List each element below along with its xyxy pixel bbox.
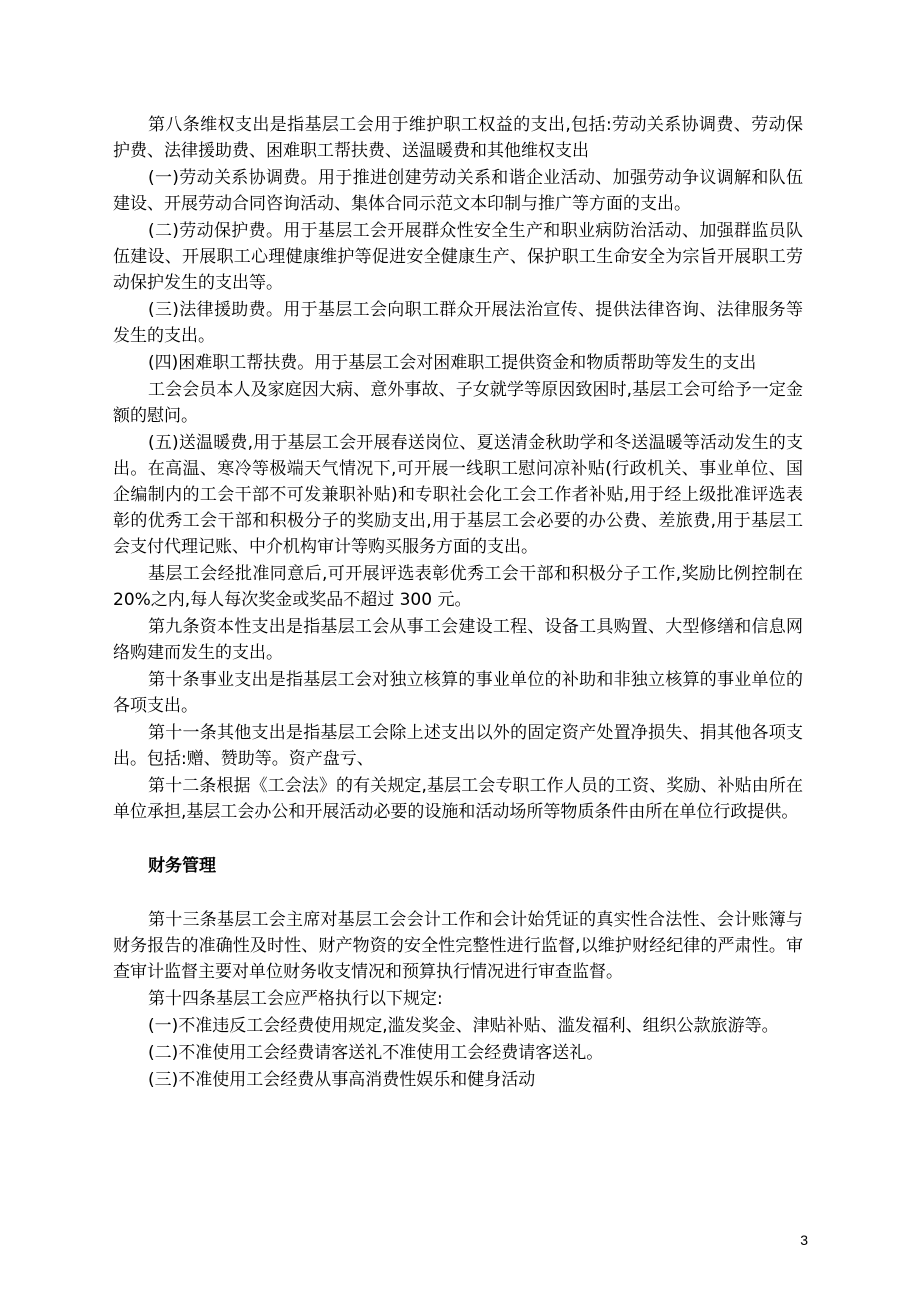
document-page <box>113 112 803 1094</box>
paragraph-article-9: 第九条资本性支出是指基层工会从事工会建设工程、设备工具购置、大型修缮和信息网络购建而发生的支出。 <box>113 617 803 663</box>
paragraph-rule-1: (一)不准违反工会经费使用规定,滥发奖金、津贴补贴、滥发福利、组织公款旅游等。 <box>148 1016 779 1036</box>
paragraph-article-12: 第十二条根据《工会法》的有关规定,基层工会专职工作人员的工资、奖励、补贴由所在单位承担,基层工会办公和开展活动必要的设施和活动场所等物质条件由所在单位行政提供。 <box>113 776 803 822</box>
section-heading: 财务管理 <box>148 856 216 876</box>
paragraph-article-8: 第八条维权支出是指基层工会用于维护职工权益的支出,包括:劳动关系协调费、劳动保护费、法律援助费、困难职工帮扶费、送温暖费和其他维权支出 <box>113 115 803 161</box>
paragraph-rule-3: (三)不准使用工会经费从事高消费性娱乐和健身活动 <box>148 1070 536 1090</box>
paragraph-article-13: 第十三条基层工会主席对基层工会会计工作和会计始凭证的真实性合法性、会计账簿与财务报告的准确性及时性、财产物资的安全性完整性进行监督,以维护财经纪律的严肃性。审查审计监督主要对单位财务收支情况和预算执行情况进行审查监督。 <box>113 910 803 982</box>
paragraph-article-14: 第十四条基层工会应严格执行以下规定: <box>148 989 443 1009</box>
paragraph-award-ratio: 基层工会经批准同意后,可开展评选表彰优秀工会干部和积极分子工作,奖励比例控制在 20%之内,每人每次奖金或奖品不超过 300 元。 <box>113 564 803 610</box>
paragraph-item-2: (二)劳动保护费。用于基层工会开展群众性安全生产和职业病防治活动、加强群监员队伍建设、开展职工心理健康维护等促进安全健康生产、保护职工生命安全为宗旨开展职工劳动保护发生的支出等。 <box>113 221 803 293</box>
paragraph-item-3: (三)法律援助费。用于基层工会向职工群众开展法治宣传、提供法律咨询、法律服务等发生的支出。 <box>113 300 803 346</box>
paragraph-item-1: (一)劳动关系协调费。用于推进创建劳动关系和谐企业活动、加强劳动争议调解和队伍建设、开展劳动合同咨询活动、集体合同示范文本印制与推广等方面的支出。 <box>113 168 803 214</box>
paragraph-condolence: 工会会员本人及家庭因大病、意外事故、子女就学等原因致困时,基层工会可给予一定金额的慰问。 <box>113 380 803 426</box>
paragraph-item-5: (五)送温暖费,用于基层工会开展春送岗位、夏送清金秋助学和冬送温暖等活动发生的支出。在高温、寒冷等极端天气情况下,可开展一线职工慰问凉补贴(行政机关、事业单位、国企编制内的工会干部不可发兼职补贴)和专职社会化工会工作者补贴,用于经上级批准评选表彰的优秀工会干部和积极分子的奖励支出,用于基层工会必要的办公费、差旅费,用于基层工会支付代理记账、中介机构审计等购买服务方面的支出。 <box>113 433 803 557</box>
paragraph-article-11: 第十一条其他支出是指基层工会除上述支出以外的固定资产处置净损失、捐其他各项支出。包括:赠、赞助等。资产盘亏、 <box>113 723 803 769</box>
paragraph-article-10: 第十条事业支出是指基层工会对独立核算的事业单位的补助和非独立核算的事业单位的各项支出。 <box>113 670 803 716</box>
paragraph-rule-2: (二)不准使用工会经费请客送礼不准使用工会经费请客送礼。 <box>148 1043 604 1063</box>
page-number: 3 <box>800 1232 808 1248</box>
paragraph-item-4: (四)困难职工帮扶费。用于基层工会对困难职工提供资金和物质帮助等发生的支出 <box>148 353 757 373</box>
